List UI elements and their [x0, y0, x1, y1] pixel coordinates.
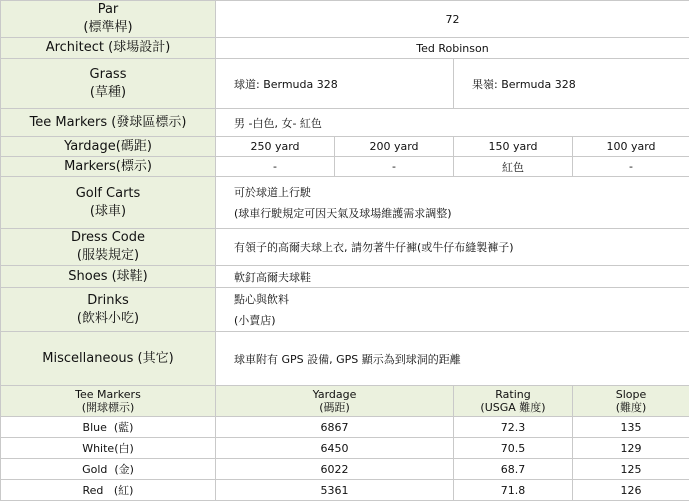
- golf-carts-row: [1, 177, 689, 229]
- par-row: [1, 1, 689, 38]
- rating-cell: 71.8: [454, 480, 573, 501]
- yardage-label: Yardage(碼距): [1, 137, 216, 157]
- architect-label: Architect (球場設計): [1, 38, 216, 59]
- rating-cell: 70.5: [454, 438, 573, 459]
- golf-carts-label: Golf Carts (球車): [1, 177, 216, 229]
- slope-cell: 135: [573, 417, 689, 438]
- yardage-cell: 5361: [216, 480, 454, 501]
- misc-value: 球車附有 GPS 設備, GPS 顯示為到球洞的距離: [216, 332, 689, 386]
- tee-cell: Gold (金): [1, 459, 216, 480]
- marker-cell: -: [335, 157, 454, 177]
- tee-cell: Blue (藍): [1, 417, 216, 438]
- tee-cell: White(白): [1, 438, 216, 459]
- drinks-label: Drinks (飲料小吃): [1, 288, 216, 332]
- grass-fairway: 球道: Bermuda 328: [216, 59, 454, 109]
- tee-header-cell: Tee Markers (開球標示): [1, 386, 216, 417]
- slope-cell: 125: [573, 459, 689, 480]
- table-row: [1, 480, 689, 501]
- architect-value: Ted Robinson: [216, 38, 689, 59]
- rating-header-cell: Rating (USGA 難度): [454, 386, 573, 417]
- misc-label: Miscellaneous (其它): [1, 332, 216, 386]
- dress-code-label: Dress Code (服裝規定): [1, 229, 216, 266]
- yardage-cell: 6022: [216, 459, 454, 480]
- marker-cell: 紅色: [454, 157, 573, 177]
- architect-row: [1, 38, 689, 59]
- table-row: [1, 417, 689, 438]
- table-row: [1, 438, 689, 459]
- marker-cell: -: [573, 157, 689, 177]
- tee-cell: Red (紅): [1, 480, 216, 501]
- tee-markers-value: 男 -白色, 女- 紅色: [216, 109, 689, 137]
- yardage-cell: 150 yard: [454, 137, 573, 157]
- shoes-label: Shoes (球鞋): [1, 266, 216, 288]
- yardage-row: [1, 137, 689, 157]
- misc-row: [1, 332, 689, 386]
- yardage-cell: 100 yard: [573, 137, 689, 157]
- marker-cell: -: [216, 157, 335, 177]
- table-row: [1, 459, 689, 480]
- grass-green: 果嶺: Bermuda 328: [454, 59, 689, 109]
- yardage-cell: 6450: [216, 438, 454, 459]
- shoes-row: [1, 266, 689, 288]
- rating-cell: 72.3: [454, 417, 573, 438]
- slope-cell: 126: [573, 480, 689, 501]
- grass-label: Grass (草種): [1, 59, 216, 109]
- yardage-cell: 250 yard: [216, 137, 335, 157]
- tee-markers-row: [1, 109, 689, 137]
- slope-header-cell: Slope (難度): [573, 386, 689, 417]
- tee-markers-label: Tee Markers (發球區標示): [1, 109, 216, 137]
- markers-row: [1, 157, 689, 177]
- tee-table-header: [1, 386, 689, 417]
- golf-carts-value: 可於球道上行駛 (球車行駛規定可因天氣及球場維護需求調整): [216, 177, 689, 229]
- shoes-value: 軟釘高爾夫球鞋: [216, 266, 689, 288]
- slope-cell: 129: [573, 438, 689, 459]
- par-label: Par (標準桿): [1, 1, 216, 38]
- yardage-header-cell: Yardage (碼距): [216, 386, 454, 417]
- yardage-cell: 200 yard: [335, 137, 454, 157]
- markers-label: Markers(標示): [1, 157, 216, 177]
- rating-cell: 68.7: [454, 459, 573, 480]
- grass-row: [1, 59, 689, 109]
- drinks-value: 點心與飲料 (小賣店): [216, 288, 689, 332]
- dress-code-value: 有領子的高爾夫球上衣, 請勿著牛仔褲(或牛仔布縫製褲子): [216, 229, 689, 266]
- yardage-cell: 6867: [216, 417, 454, 438]
- par-value: 72: [216, 1, 689, 38]
- dress-code-row: [1, 229, 689, 266]
- drinks-row: [1, 288, 689, 332]
